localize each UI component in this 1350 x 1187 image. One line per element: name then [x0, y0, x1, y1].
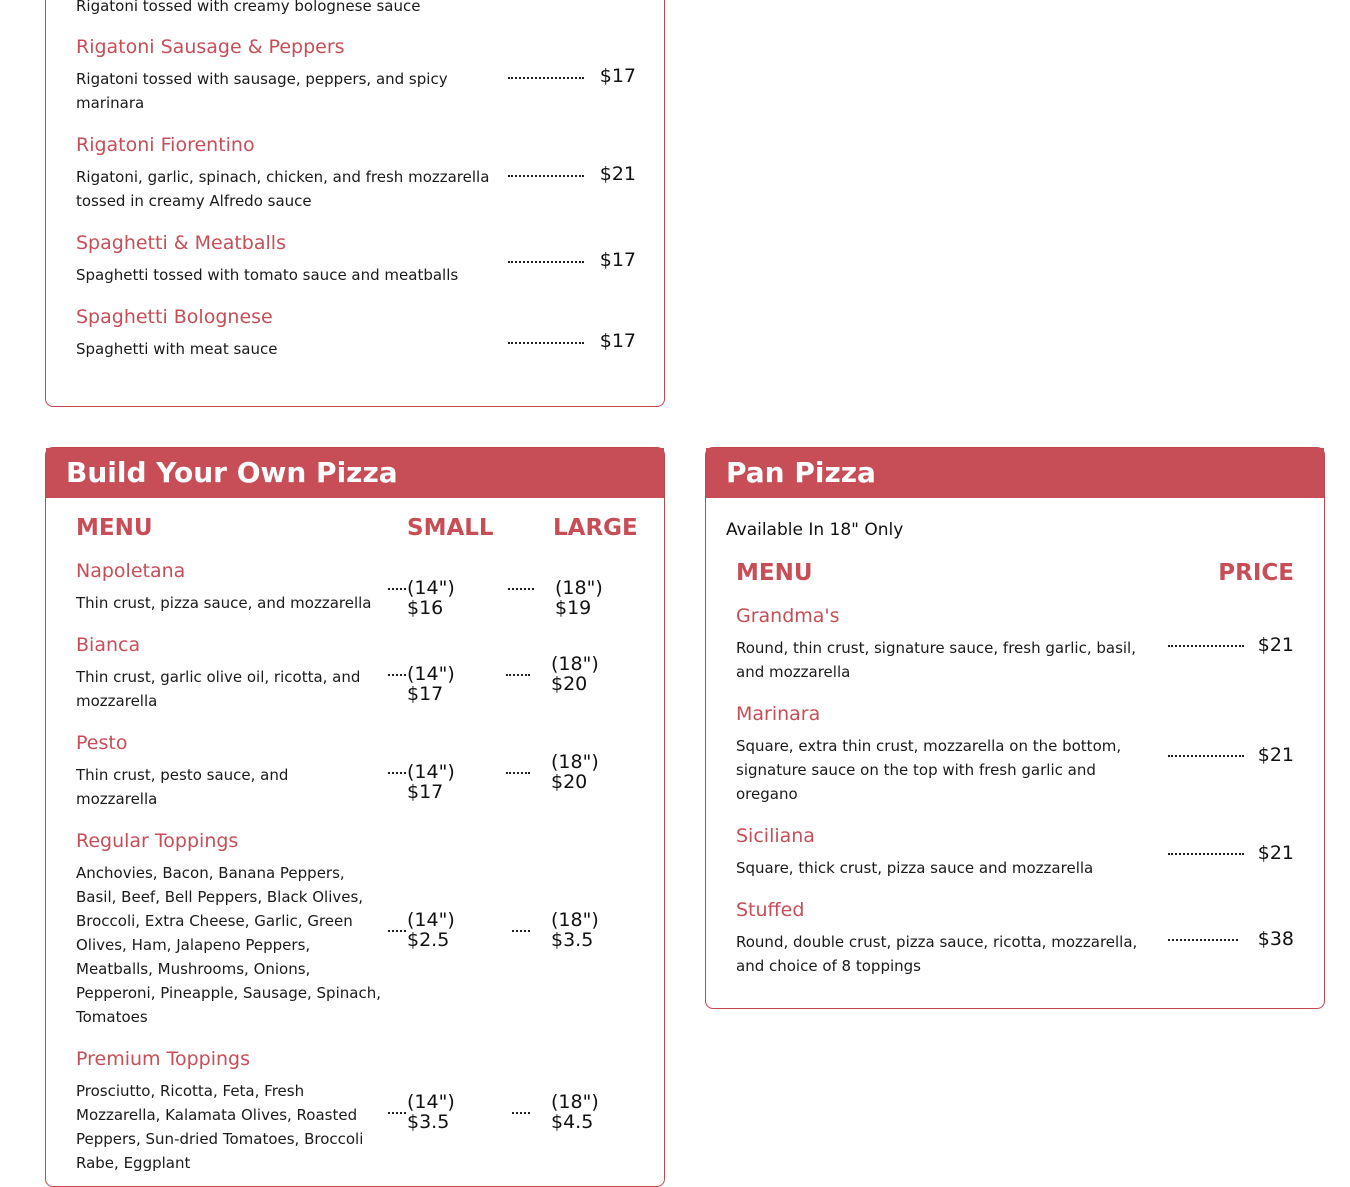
price-leader: [508, 77, 584, 79]
pan-item-name: Siciliana: [736, 825, 815, 847]
pan-item-name: Marinara: [736, 703, 821, 725]
small-price: (14") $17: [407, 663, 455, 705]
price-leader: [508, 175, 584, 177]
build-your-own-pizza-section: [45, 447, 665, 1187]
large-price: (18") $3.5: [551, 909, 599, 951]
price-leader: [1168, 939, 1238, 941]
price-leader: [508, 342, 584, 344]
price-leader: [512, 930, 530, 932]
pan-item-price: $38: [1257, 928, 1294, 950]
price-leader: [1168, 755, 1244, 757]
large-price: (18") $19: [555, 577, 603, 619]
pizza-item-desc: Prosciutto, Ricotta, Feta, Fresh Mozzarella, Kalamata Olives, Roasted Peppers, Sun-dried Tomatoes, Broccoli Rabe, Eggplant: [76, 1082, 364, 1172]
pan-item-price: $21: [1257, 744, 1294, 766]
pizza-item-desc: Thin crust, pizza sauce, and mozzarella: [76, 594, 372, 612]
price-leader: [388, 772, 406, 774]
price-leader: [506, 772, 530, 774]
pizza-item-name: Regular Toppings: [76, 830, 239, 852]
pasta-item-price: $17: [599, 330, 636, 352]
price-leader: [506, 674, 530, 676]
pan-pizza-section: [705, 447, 1325, 1009]
pan-item-name: Grandma's: [736, 605, 840, 627]
price-leader: [508, 588, 534, 590]
availability-note: Available In 18" Only: [726, 520, 904, 540]
pan-item-desc: Round, double crust, pizza sauce, ricotta, mozzarella, and choice of 8 toppings: [736, 933, 1138, 975]
column-header-large: LARGE: [553, 515, 638, 541]
pasta-item-name: Rigatoni Fiorentino: [76, 134, 255, 156]
pasta-item-price: $17: [599, 249, 636, 271]
pasta-item-name: Spaghetti & Meatballs: [76, 232, 286, 254]
large-price: (18") $4.5: [551, 1091, 599, 1133]
price-leader: [508, 261, 584, 263]
small-price: (14") $2.5: [407, 909, 455, 951]
pizza-item-desc: Thin crust, garlic olive oil, ricotta, and mozzarella: [76, 668, 361, 710]
pizza-item-name: Pesto: [76, 732, 128, 754]
small-price: (14") $16: [407, 577, 455, 619]
column-header-menu: MENU: [76, 515, 153, 541]
pasta-item-desc-partial: Rigatoni tossed with creamy bolognese sauce: [76, 0, 421, 15]
pasta-section: [45, 0, 665, 407]
column-header-small: SMALL: [407, 515, 494, 541]
pizza-item-name: Premium Toppings: [76, 1048, 250, 1070]
pan-item-desc: Round, thin crust, signature sauce, fresh garlic, basil, and mozzarella: [736, 639, 1136, 681]
pan-item-desc: Square, extra thin crust, mozzarella on the bottom, signature sauce on the top with fresh garlic and oregano: [736, 737, 1122, 803]
pizza-item-desc: Anchovies, Bacon, Banana Peppers, Basil, Beef, Bell Peppers, Black Olives, Broccoli, Extra Cheese, Garlic, Green Olives, Ham, Jalapeno Peppers, Meatballs, Mushrooms, Onions, Pepperoni, Pineapple, Sausage, Spinach, Tomatoes: [76, 864, 381, 1026]
pasta-item-price: $21: [599, 163, 636, 185]
price-leader: [388, 588, 406, 590]
price-leader: [388, 1112, 406, 1114]
section-title: Build Your Own Pizza: [46, 448, 664, 498]
section-title: Pan Pizza: [706, 448, 1324, 498]
small-price: (14") $3.5: [407, 1091, 455, 1133]
pasta-item-desc: Spaghetti tossed with tomato sauce and meatballs: [76, 266, 459, 284]
pasta-item-name: Rigatoni Sausage & Peppers: [76, 36, 345, 58]
pasta-item-name: Spaghetti Bolognese: [76, 306, 273, 328]
pasta-item-desc: Rigatoni tossed with sausage, peppers, and spicy marinara: [76, 70, 448, 112]
price-leader: [388, 674, 406, 676]
price-leader: [1168, 853, 1244, 855]
pan-item-price: $21: [1257, 634, 1294, 656]
price-leader: [388, 930, 406, 932]
large-price: (18") $20: [551, 751, 599, 793]
price-leader: [1168, 645, 1244, 647]
pan-item-name: Stuffed: [736, 899, 805, 921]
pasta-item-price: $17: [599, 65, 636, 87]
small-price: (14") $17: [407, 761, 455, 803]
pasta-item-desc: Spaghetti with meat sauce: [76, 340, 278, 358]
pan-item-price: $21: [1257, 842, 1294, 864]
large-price: (18") $20: [551, 653, 599, 695]
column-header-menu: MENU: [736, 560, 813, 586]
pasta-item-desc: Rigatoni, garlic, spinach, chicken, and fresh mozzarella tossed in creamy Alfredo sauce: [76, 168, 490, 210]
pizza-item-desc: Thin crust, pesto sauce, and mozzarella: [76, 766, 289, 808]
column-header-price: PRICE: [1218, 560, 1294, 586]
price-leader: [512, 1112, 530, 1114]
pan-item-desc: Square, thick crust, pizza sauce and mozzarella: [736, 859, 1094, 877]
pizza-item-name: Napoletana: [76, 560, 186, 582]
pizza-item-name: Bianca: [76, 634, 141, 656]
